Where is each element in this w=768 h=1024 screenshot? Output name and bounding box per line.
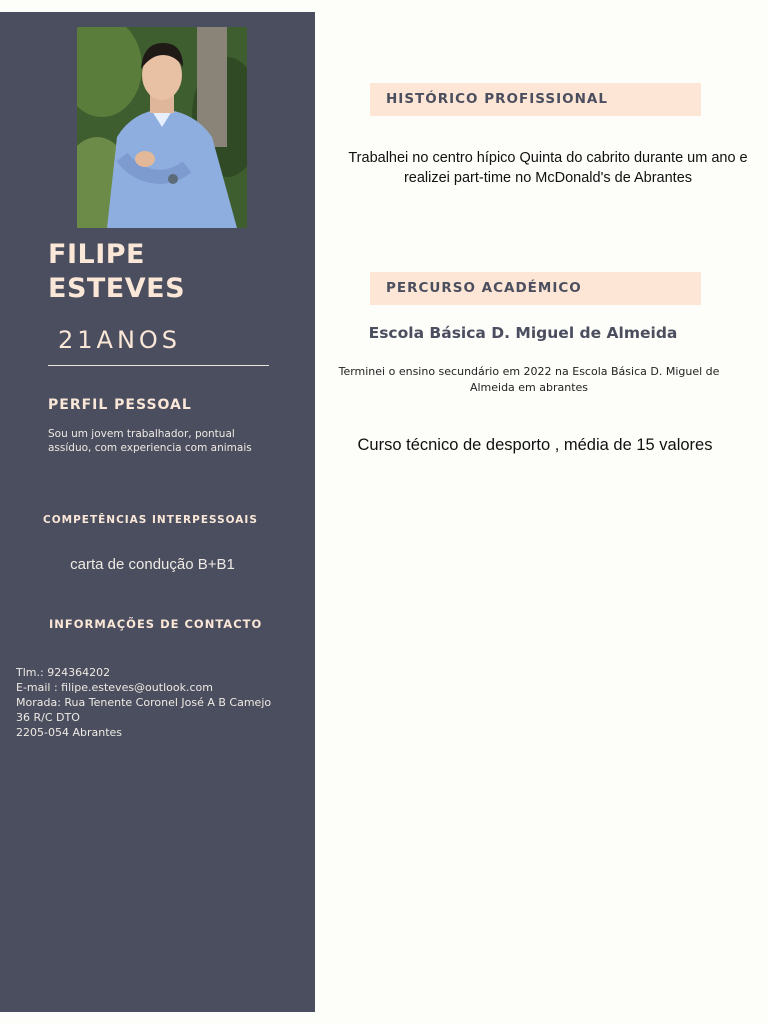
contact-address-line1: Morada: Rua Tenente Coronel José A B Camejo: [16, 696, 272, 709]
name-first: FILIPE: [48, 239, 145, 270]
profile-photo: [77, 27, 247, 228]
school-text: Terminei o ensino secundário em 2022 na Escola Básica D. Miguel de Almeida em abrantes: [338, 365, 720, 394]
name-last: ESTEVES: [48, 273, 186, 304]
age-label: 21ANOS: [58, 326, 182, 354]
academico-heading-bar: [370, 272, 701, 305]
school-name: Escola Básica D. Miguel de Almeida: [368, 324, 678, 342]
historico-text: Trabalhei no centro hípico Quinta do cabrito durante um ano e realizei part-time no McDonald's de Abrantes: [348, 150, 748, 186]
academico-heading: PERCURSO ACADÉMICO: [386, 280, 582, 296]
person-name: [48, 238, 185, 306]
contact-phone: Tlm.: 924364202: [16, 666, 111, 679]
competencias-heading: COMPETÊNCIAS INTERPESSOAIS: [43, 514, 258, 526]
perfil-heading: PERFIL PESSOAL: [48, 397, 192, 413]
contact-address-line2: 36 R/C DTO: [16, 711, 80, 724]
historico-heading-bar: [370, 83, 701, 116]
course-text: Curso técnico de desporto , média de 15 valores: [357, 436, 713, 454]
contact-address-line3: 2205-054 Abrantes: [16, 726, 123, 739]
perfil-text: Sou um jovem trabalhador, pontual assíduo, com experiencia com animais: [48, 428, 252, 454]
contact-heading: INFORMAÇÕES DE CONTACTO: [49, 617, 263, 631]
competencias-item: carta de condução B+B1: [70, 556, 235, 573]
contact-info: [16, 665, 311, 740]
divider: [48, 365, 269, 366]
historico-heading: HISTÓRICO PROFISSIONAL: [386, 91, 608, 107]
contact-email: E-mail : filipe.esteves@outlook.com: [16, 681, 213, 694]
